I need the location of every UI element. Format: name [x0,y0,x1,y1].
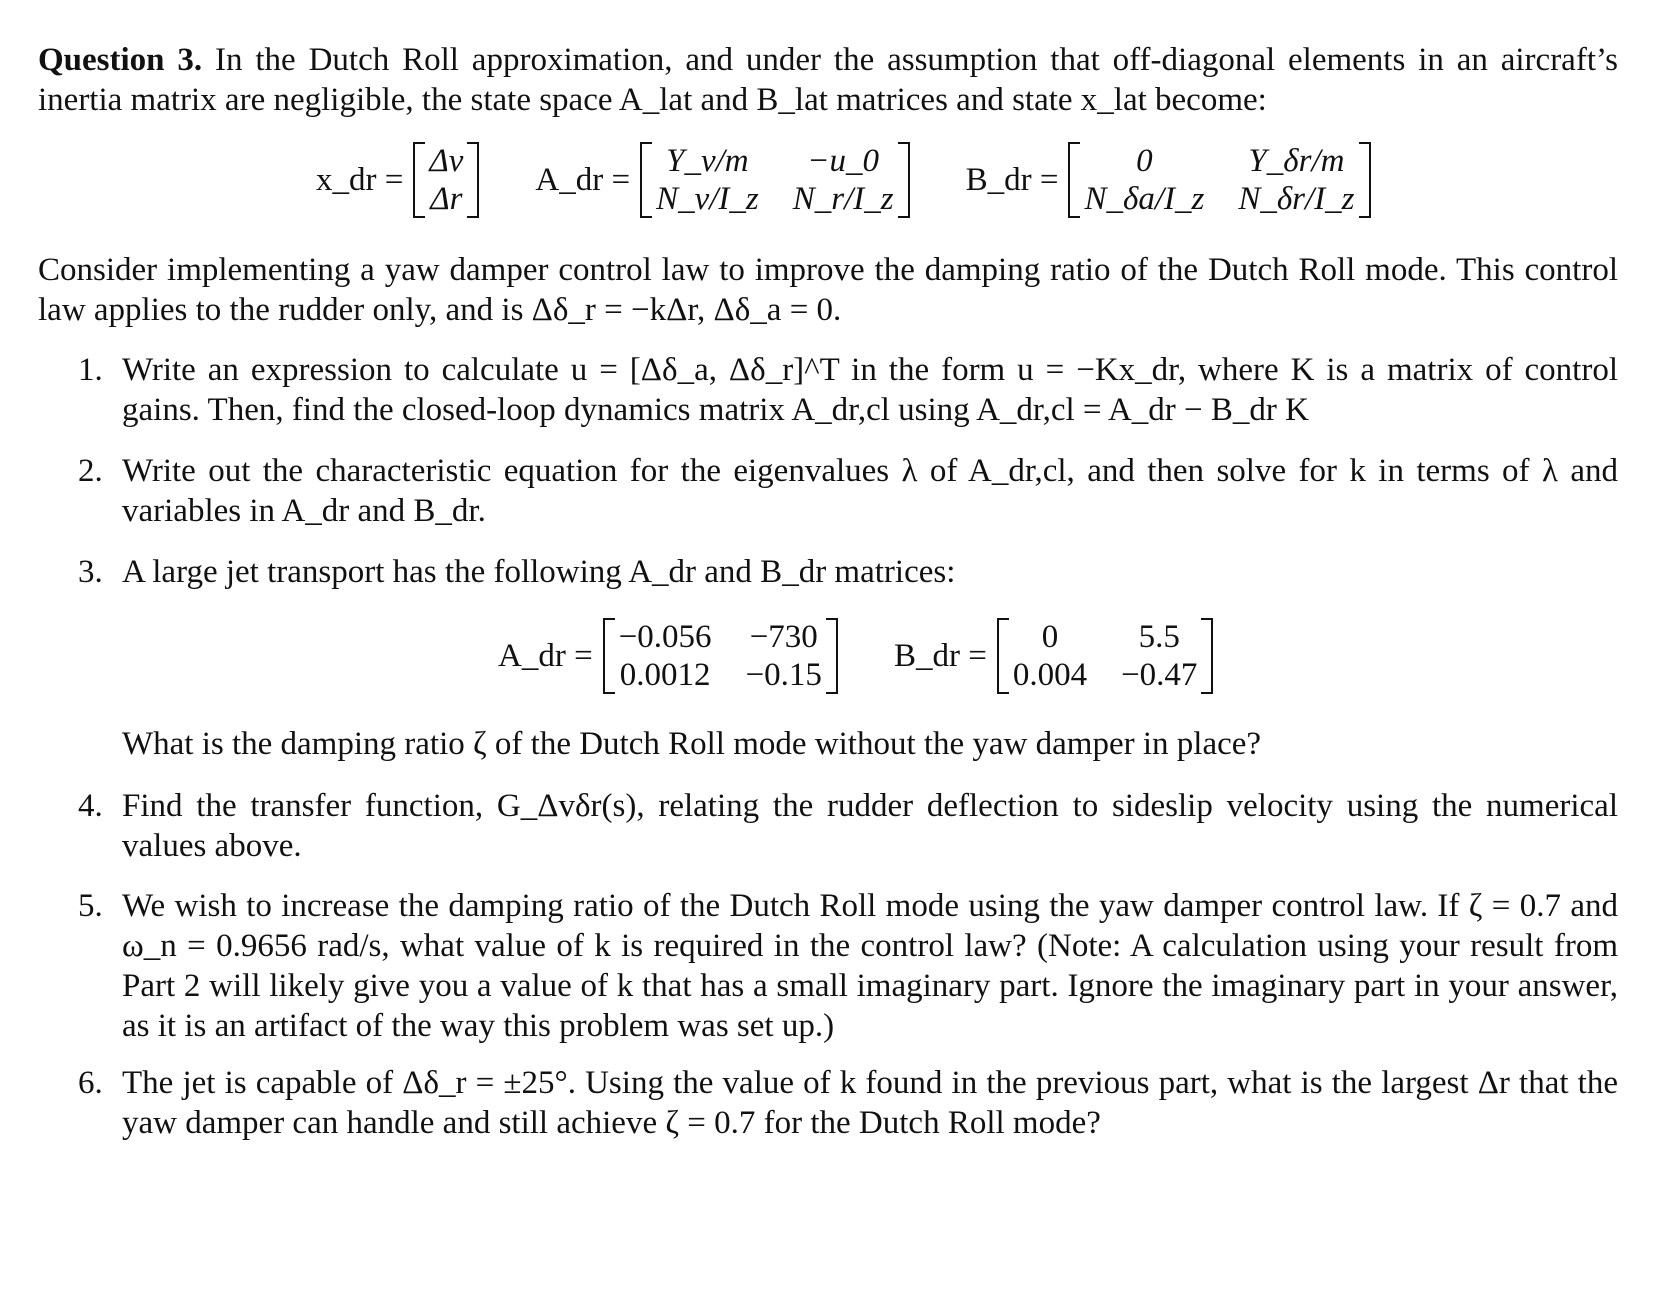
part-number: 4. [78,788,103,824]
b-dr-matrix [1068,142,1370,218]
part-3 [78,552,1618,592]
part-number: 2. [78,453,103,489]
matrix-entry: −0.47 [1121,657,1198,693]
matrix-entry: Δr [430,181,463,217]
state-space-equation [316,142,1371,218]
b-dr-label: B_dr = [893,637,987,674]
part-number: 1. [78,352,103,388]
a-dr-label: A_dr = [498,637,593,674]
matrix-entry: N_v/I_z [656,181,759,217]
part-text: A large jet transport has the following A_dr and B_dr matrices: [122,554,956,590]
matrix-entry: 0.004 [1012,657,1088,693]
part-text: We wish to increase the damping ratio of the Dutch Roll mode using the yaw damper control law. If ζ = 0.7 and ω_n = 0.9656 rad/s, what value of k is required in the control law? (Note: A calculation using your result from Part 2 will likely give you a value of k that has a small imaginary part. Ignore the imaginary part in your answer, as it is an artifact of the way this problem was set up.) [122,888,1618,1044]
part-number: 6. [78,1065,103,1101]
matrix-entry: Y_v/m [666,143,749,179]
question-intro-text: In the Dutch Roll approximation, and under the assumption that off-diagonal elements in an aircraft’s inertia matrix are negligible, the state space A_lat and B_lat matrices and state x_lat become: [38,42,1619,118]
question-intro [38,40,1618,120]
part-2 [78,451,1618,531]
matrix-entry: N_r/I_z [792,181,894,217]
x-dr-vector [413,142,479,218]
matrix-entry: 5.5 [1138,619,1180,655]
b-dr-numeric-matrix [997,618,1214,694]
part-1 [78,350,1618,430]
matrix-entry: Y_δr/m [1248,143,1345,179]
matrix-entry: Δv [429,143,464,179]
matrix-entry: N_δr/I_z [1238,181,1355,217]
question-label: Question 3. [38,42,203,78]
a-dr-label: A_dr = [535,161,631,198]
part-number: 3. [78,554,103,590]
part-4 [78,786,1618,866]
part-text: Write an expression to calculate u = [Δδ_a, Δδ_r]^T in the form u = −Kx_dr, where K is a matrix of control gains. Then, find the closed-loop dynamics matrix A_dr,cl using A_dr,cl = A_dr − B_dr K [122,352,1618,428]
b-dr-label: B_dr = [965,161,1059,198]
matrix-entry: N_δa/I_z [1084,181,1205,217]
part-text: Find the transfer function, G_Δvδr(s), relating the rudder deflection to sideslip velocity using the numerical values above. [122,788,1618,864]
matrix-entry: −u_0 [807,143,880,179]
a-dr-numeric-matrix [603,618,838,694]
matrix-entry: 0 [1136,143,1153,179]
matrix-entry: −730 [749,619,818,655]
matrix-entry: 0 [1041,619,1059,655]
matrix-entry: 0.0012 [619,657,711,693]
matrix-entry: −0.056 [618,619,712,655]
part-text: The jet is capable of Δδ_r = ±25°. Using the value of k found in the previous part, what is the largest Δr that the yaw damper can handle and still achieve ζ = 0.7 for the Dutch Roll mode? [122,1065,1618,1141]
a-dr-matrix [640,142,910,218]
part-number: 5. [78,888,103,924]
control-law-paragraph: Consider implementing a yaw damper control law to improve the damping ratio of the Dutch Roll mode. This control law applies to the rudder only, and is Δδ_r = −kΔr, Δδ_a = 0. [38,252,1618,328]
part-5 [78,886,1618,1046]
part-6 [78,1063,1618,1143]
numeric-matrices [498,618,1213,694]
x-dr-label: x_dr = [316,161,404,198]
part-text: Write out the characteristic equation for the eigenvalues λ of A_dr,cl, and then solve for k in terms of λ and variables in A_dr and B_dr. [122,453,1618,529]
part-3-question: What is the damping ratio ζ of the Dutch Roll mode without the yaw damper in place? [122,726,1262,762]
matrix-entry: −0.15 [745,657,822,693]
